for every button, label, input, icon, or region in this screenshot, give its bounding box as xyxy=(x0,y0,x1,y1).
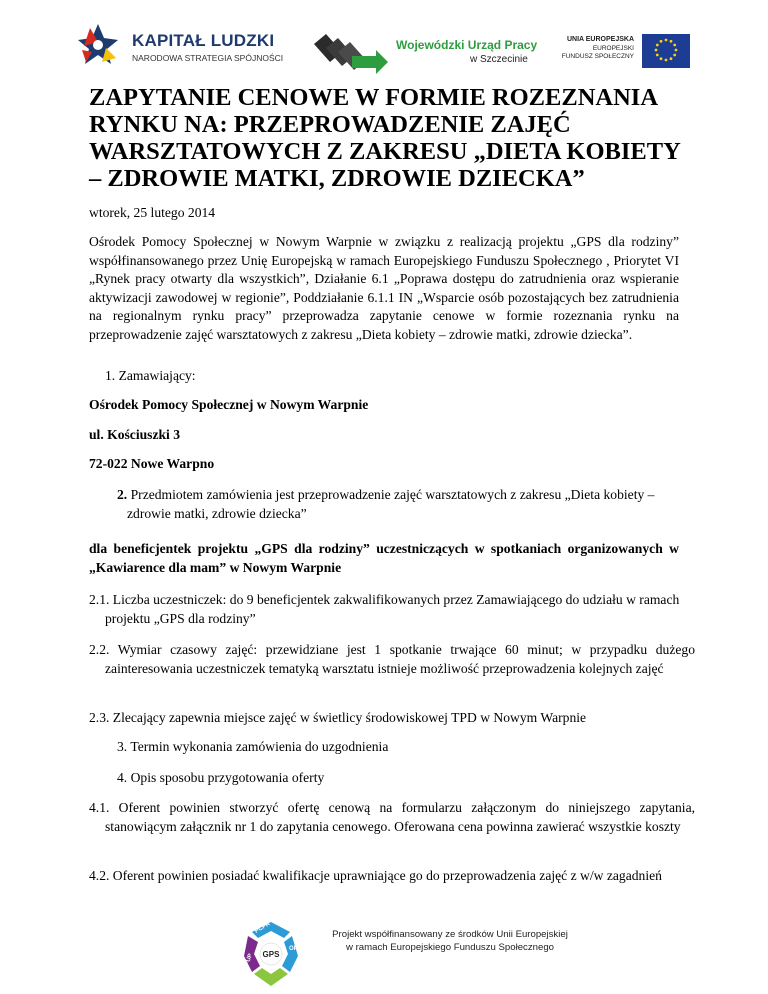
wup-arrow-icon xyxy=(312,32,390,76)
wup-subtitle: w Szczecinie xyxy=(470,54,528,65)
paragraph-4-1: 4.1. Oferent powinien stworzyć ofertę cenową na formularzu załączonym do niniejszego zapytania, stanowiącym załącznik nr 1 do zapytania cenowego. Oferowana cena powinna zawierać wszystkie koszty xyxy=(89,800,695,834)
footer-line-2: w ramach Europejskiego Funduszu Społecznego xyxy=(346,942,554,953)
ops-logo-text: OPS xyxy=(289,946,302,952)
intro-paragraph: Ośrodek Pomocy Społecznej w Nowym Warpnie w związku z realizacją projektu „GPS dla rodziny” współfinansowanego przez Unię Europejską w ramach Europejskiego Funduszu Społecznego , Priorytet VI „Rynek pracy otwarty dla wszystkich”, Działanie 6.1 „Poprawa dostępu do zatrudnienia oraz wspieranie aktywizacji zawodowej w regionie”, Poddziałanie 6.1.1 IN „Wsparcie osób pozostających bez zatrudnienia na regionalnym rynku pracy” przeprowadza zapytanie cenowe w formie rozeznania rynku na przeprowadzenie zajęć warsztatowych z zakresu „Dieta kobiety – zdrowie matki, zdrowie dziecka”. xyxy=(89,234,679,342)
kapital-ludzki-logo xyxy=(76,22,286,72)
wup-title: Wojewódzki Urząd Pracy xyxy=(396,38,538,52)
eu-logo xyxy=(560,34,690,74)
footer-line-1: Projekt współfinansowany ze środków Unii Europejskiej xyxy=(332,929,568,940)
eu-line3: FUNDUSZ SPOŁECZNY xyxy=(561,53,634,60)
section-1-heading: 1. Zamawiający: xyxy=(105,368,196,383)
document-date: wtorek, 25 lutego 2014 xyxy=(89,205,216,220)
eu-text xyxy=(562,36,634,62)
section-2 xyxy=(117,486,689,523)
eu-line2: EUROPEJSKI xyxy=(592,44,634,52)
eu-flag-icon xyxy=(642,34,690,68)
paragraph-2-1: 2.1. Liczba uczestniczek: do 9 beneficjentek zakwalifikowanych przez Zamawiającego do udziału w ramach projektu „GPS dla rodziny” xyxy=(89,592,680,626)
paragraph-2-2: 2.2. Wymiar czasowy zajęć: przewidziane jest 1 spotkanie trwające 60 minut; w przypadku dużego zainteresowania uczestniczek tematyką warsztatu istnieje możliwość przeprowadzenia kolejnych zajęć xyxy=(89,642,695,676)
orderer-name: Ośrodek Pomocy Społecznej w Nowym Warpnie xyxy=(89,397,369,412)
beneficiaries-paragraph: dla beneficjentek projektu „GPS dla rodziny” uczestniczących w spotkaniach organizowanych w „Kawiarence dla mam” w Nowym Warpnie xyxy=(89,541,679,575)
pcpr-logo-text: PCPR xyxy=(254,921,272,935)
kapital-ludzki-subtitle: NARODOWA STRATEGIA SPÓJNOŚCI xyxy=(132,53,284,63)
eu-line1: UNIA EUROPEJSKA xyxy=(566,36,634,43)
kapital-ludzki-star-icon xyxy=(76,22,120,68)
footer-text xyxy=(290,928,610,954)
document-title: ZAPYTANIE CENOWE W FORMIE ROZEZNANIA RYNKU NA: PRZEPROWADZENIE ZAJĘĆ WARSZTATOWYCH Z ZAKRESU „DIETA KOBIETY – ZDROWIE MATKI, ZDROWIE DZIECKA” xyxy=(89,84,680,192)
header-logos xyxy=(0,0,768,90)
section-2-text: Przedmiotem zamówienia jest przeprowadzenie zajęć warsztatowych z zakresu „Dieta kobiety – zdrowie matki, zdrowie dziecka” xyxy=(127,487,655,521)
paragraph-2-3: 2.3. Zlecający zapewnia miejsce zajęć w świetlicy środowiskowej TPD w Nowym Warpnie xyxy=(89,710,587,725)
pup-logo-text: PUP xyxy=(244,953,255,967)
gps-logo-text: GPS xyxy=(262,950,280,959)
kapital-ludzki-title: KAPITAŁ LUDZKI xyxy=(132,31,275,50)
orderer-street: ul. Kościuszki 3 xyxy=(89,427,181,442)
section-2-number: 2. xyxy=(117,487,128,502)
wup-logo xyxy=(312,32,538,76)
section-4-heading: 4. Opis sposobu przygotowania oferty xyxy=(117,770,325,785)
paragraph-4-2: 4.2. Oferent powinien posiadać kwalifikacje uprawniające go do przeprowadzenia zajęć z w/w zagadnień xyxy=(89,868,662,883)
orderer-city: 72-022 Nowe Warpno xyxy=(89,456,215,471)
section-3-heading: 3. Termin wykonania zamówienia do uzgodnienia xyxy=(117,739,389,754)
